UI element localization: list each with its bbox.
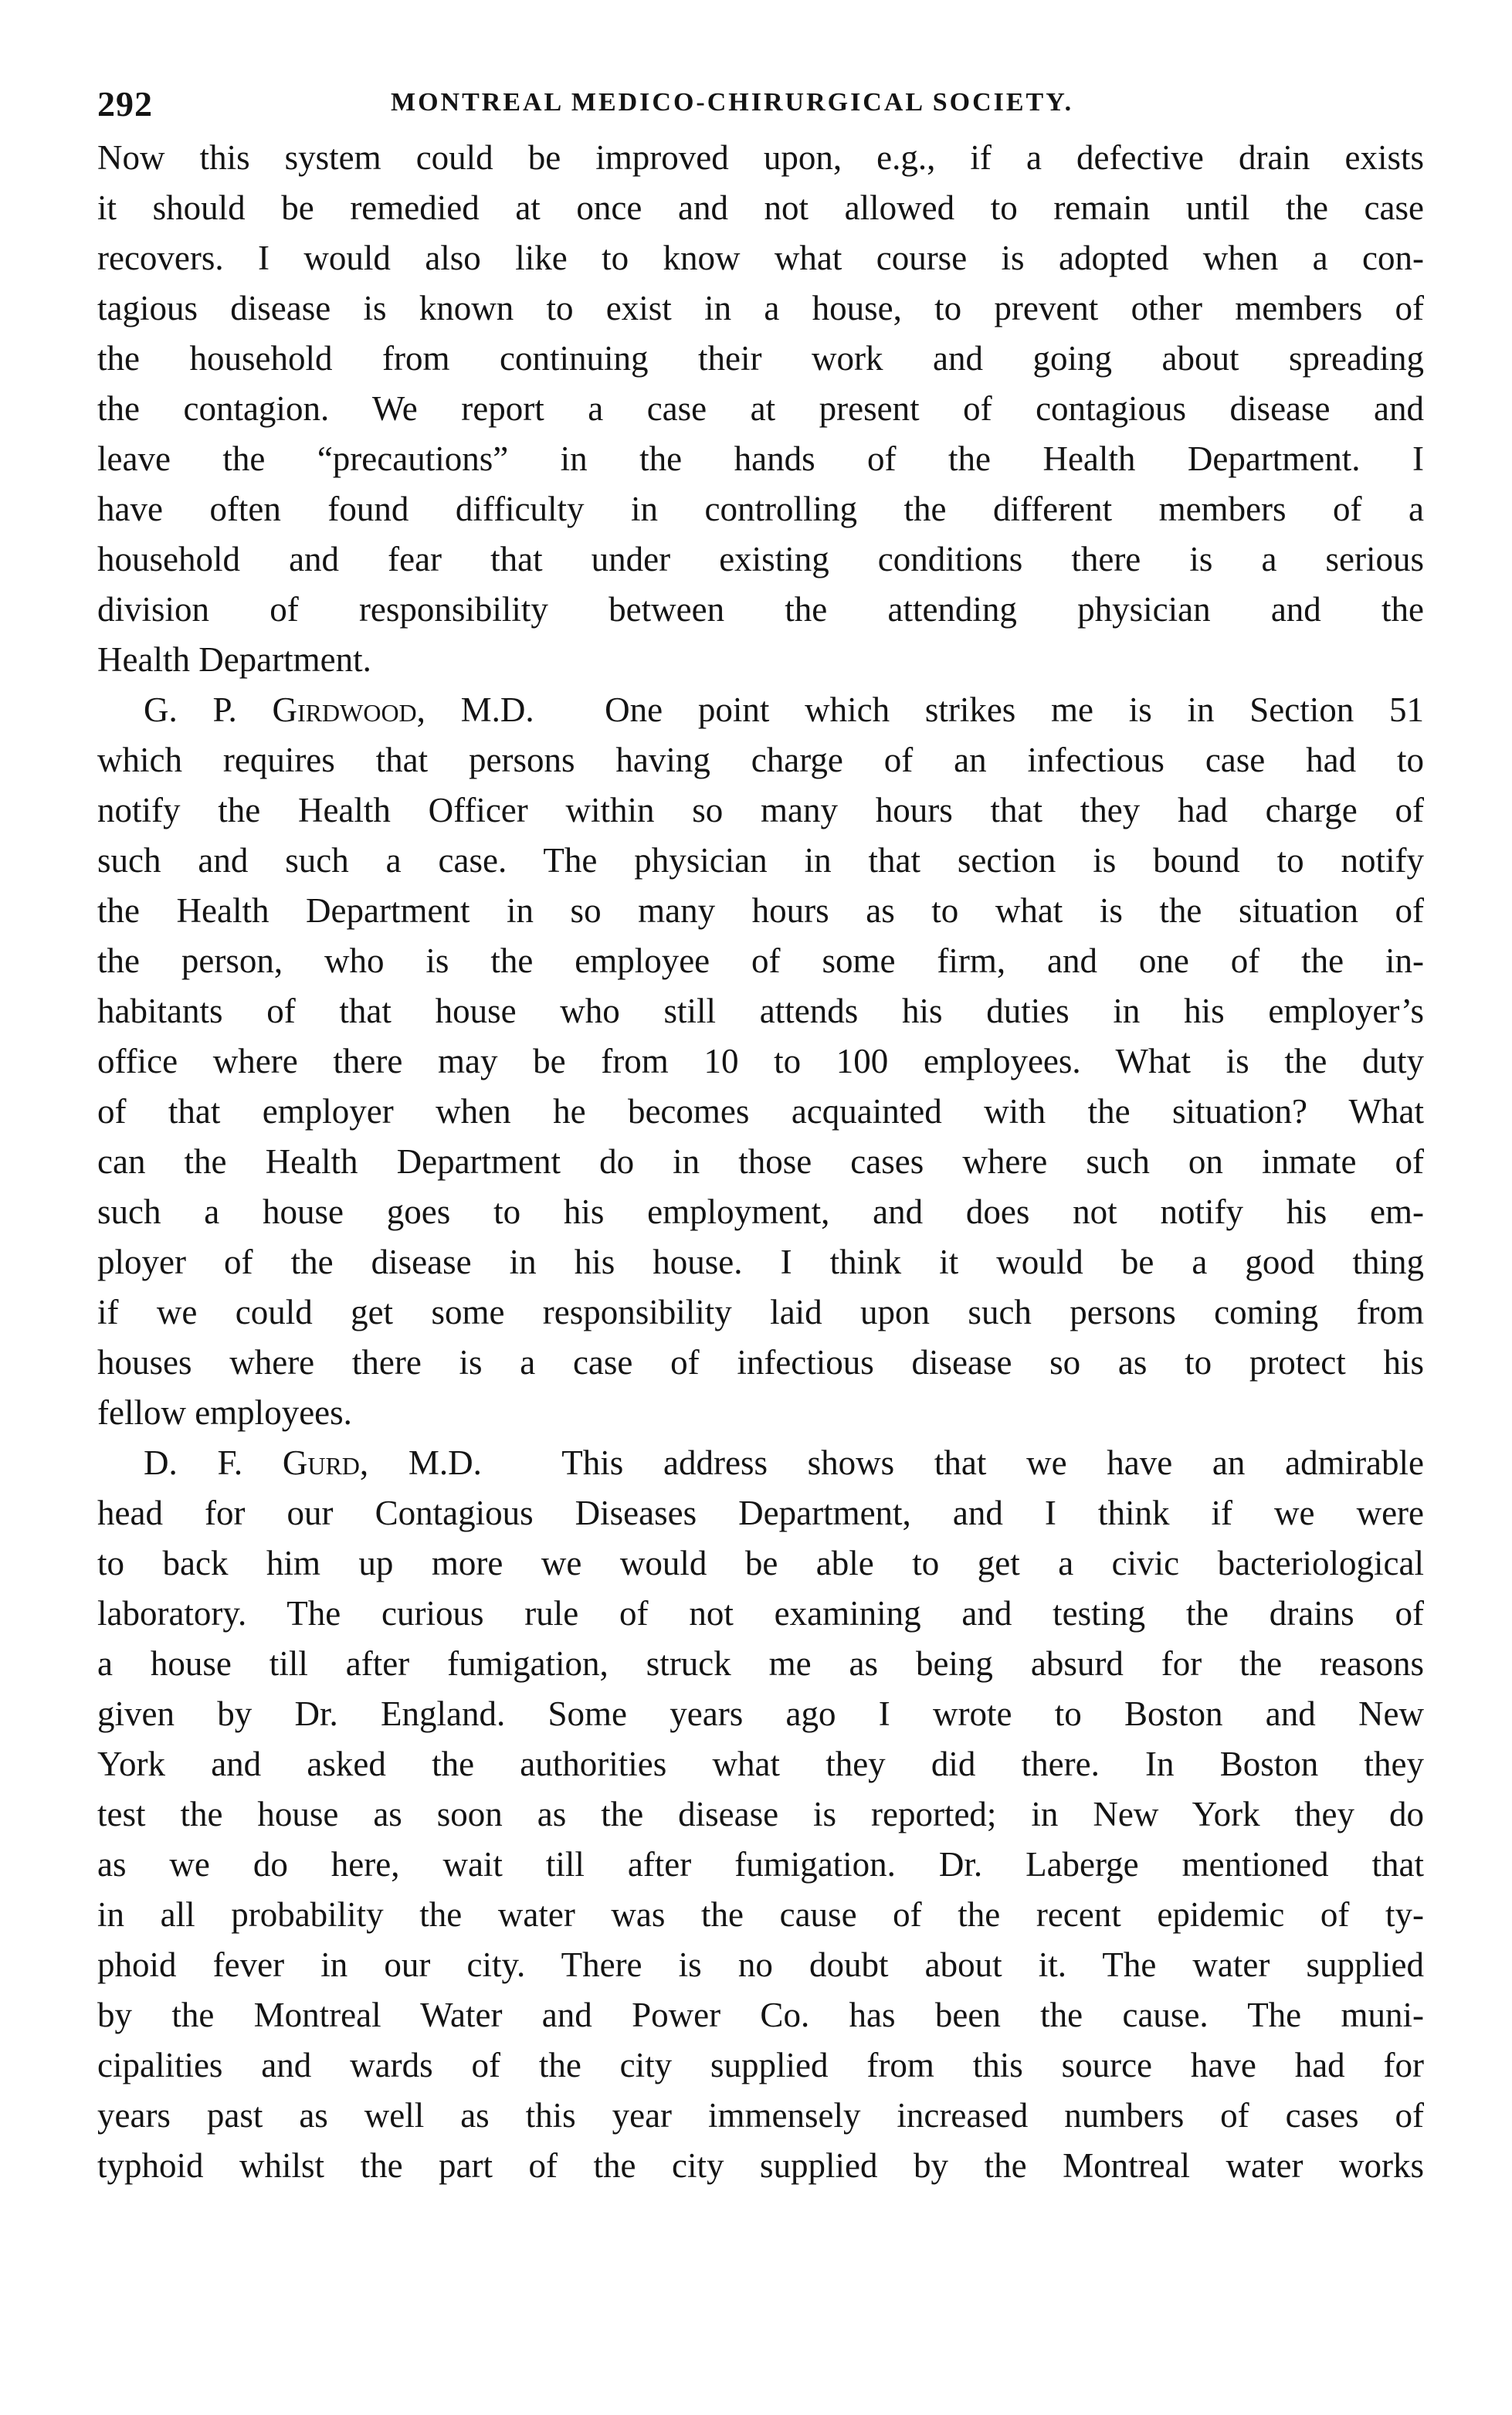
text-line: habitants of that house who still attends his duties in his employer’s [97,992,1424,1030]
text-line: Health Department. [97,640,371,679]
text-line: it should be remedied at once and not allowed to remain until the case [97,188,1424,227]
text-line: which requires that persons having charge of an infectious case had to [97,741,1424,779]
text-line: the person, who is the employee of some firm, and one of the in- [97,941,1424,980]
text-line: tagious disease is known to exist in a house, to prevent other members of [97,289,1424,327]
text-line: cipalities and wards of the city supplied from this source have had for [97,2046,1424,2084]
paragraph-3 [97,1438,1424,2191]
text-line: years past as well as this year immensely increased numbers of cases of [97,2096,1424,2135]
text-line: houses where there is a case of infectious disease so as to protect his [97,1343,1424,1382]
text-line: typhoid whilst the part of the city supplied by the Montreal water works [97,2146,1424,2185]
text-line: the contagion. We report a case at present of contagious disease and [97,389,1424,428]
page-header [97,83,1422,130]
text-line: the Health Department in so many hours as to what is the situation of [97,891,1424,930]
text-line: York and asked the authorities what they did there. In Boston they [97,1745,1424,1783]
text-line: phoid fever in our city. There is no doubt about it. The water supplied [97,1945,1424,1984]
text-line: household and fear that under existing conditions there is a serious [97,540,1424,578]
text-line: can the Health Department do in those cases where such on inmate of [97,1142,1424,1181]
text-line: ployer of the disease in his house. I think it would be a good thing [97,1243,1424,1281]
text-line: fellow employees. [97,1393,352,1432]
text-line: the household from continuing their work and going about spreading [97,339,1424,378]
text-line: such and such a case. The physician in that section is bound to notify [97,841,1424,880]
text-line: test the house as soon as the disease is reported; in New York they do [97,1795,1424,1833]
speaker-name: G. P. Girdwood, M.D. [144,690,534,729]
text-line: leave the “precautions” in the hands of the Health Department. I [97,439,1424,478]
text-line: a house till after fumigation, struck me as being absurd for the reasons [97,1644,1424,1683]
text-span: One point which strikes me is in Section 51 [605,690,1424,729]
page-number: 292 [97,84,153,124]
text-span: This address shows that we have an admirable [561,1443,1425,1482]
text-line: such a house goes to his employment, and does not notify his em- [97,1192,1424,1231]
speaker-name: D. F. Gurd, M.D. [144,1443,482,1482]
text-line: laboratory. The curious rule of not examining and testing the drains of [97,1594,1424,1633]
text-line: recovers. I would also like to know what course is adopted when a con- [97,239,1424,277]
text-line: as we do here, wait till after fumigation. Dr. Laberge mentioned that [97,1845,1424,1884]
text-line: Now this system could be improved upon, e.g., if a defective drain exists [97,138,1424,177]
text-line: in all probability the water was the cause of the recent epidemic of ty- [97,1895,1424,1934]
paragraph-2 [97,685,1424,1438]
text-line: given by Dr. England. Some years ago I wrote to Boston and New [97,1694,1424,1733]
text-line [97,685,1424,735]
text-line: notify the Health Officer within so many hours that they had charge of [97,791,1424,829]
body-text [97,133,1424,2191]
text-line: have often found difficulty in controlling the different members of a [97,490,1424,528]
running-title: MONTREAL MEDICO-CHIRURGICAL SOCIETY. [391,88,1074,117]
text-line: by the Montreal Water and Power Co. has been the cause. The muni- [97,1996,1424,2034]
text-line: office where there may be from 10 to 100 employees. What is the duty [97,1042,1424,1080]
text-line: of that employer when he becomes acquainted with the situation? What [97,1092,1424,1131]
text-line [97,1438,1424,1488]
text-line: division of responsibility between the attending physician and the [97,590,1424,629]
text-line: if we could get some responsibility laid upon such persons coming from [97,1293,1424,1331]
text-line: head for our Contagious Diseases Department, and I think if we were [97,1494,1424,1532]
text-line: to back him up more we would be able to get a civic bacteriological [97,1544,1424,1582]
paragraph-1 [97,133,1424,685]
